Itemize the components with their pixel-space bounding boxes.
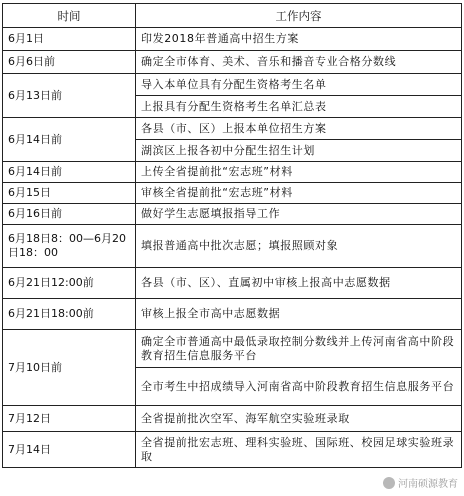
work-cell: 审核全省提前批“宏志班”材料 (136, 183, 462, 204)
work-cell: 上报具有分配生资格考生名单汇总表 (136, 96, 462, 118)
time-cell: 6月14日前 (3, 118, 136, 162)
time-cell: 7月10日前 (3, 330, 136, 406)
time-cell: 6月21日12:00前 (3, 268, 136, 299)
header-row (3, 4, 462, 28)
table-row (3, 162, 462, 183)
header-content: 工作内容 (136, 4, 462, 28)
table-row (3, 268, 462, 299)
work-cell: 全市考生中招成绩导入河南省高中阶段教育招生信息服务平台 (136, 368, 462, 406)
table-row (3, 74, 462, 96)
time-cell: 6月21日18:00前 (3, 299, 136, 330)
work-cell: 确定全市普通高中最低录取控制分数线并上传河南省高中阶段教育招生信息服务平台 (136, 330, 462, 368)
table-row (3, 225, 462, 268)
work-cell: 填报普通高中批次志愿；填报照顾对象 (136, 225, 462, 268)
watermark-text: 河南硕源教育 (398, 479, 458, 490)
table-row (3, 432, 462, 468)
work-cell: 做好学生志愿填报指导工作 (136, 204, 462, 225)
wechat-logo-icon (383, 477, 395, 489)
time-cell: 7月14日 (3, 432, 136, 468)
time-cell: 6月13日前 (3, 74, 136, 118)
time-cell: 6月16日前 (3, 204, 136, 225)
work-cell: 审核上报全市高中志愿数据 (136, 299, 462, 330)
table-row (3, 51, 462, 74)
work-cell: 导入本单位具有分配生资格考生名单 (136, 74, 462, 96)
header-time: 时间 (3, 4, 136, 28)
time-cell: 6月1日 (3, 28, 136, 51)
time-cell: 6月18日8：00—6月20日18：00 (3, 225, 136, 268)
table-row (3, 330, 462, 368)
time-cell: 6月6日前 (3, 51, 136, 74)
work-cell: 上传全省提前批“宏志班”材料 (136, 162, 462, 183)
table-row (3, 118, 462, 140)
work-cell: 全省提前批次空军、海军航空实验班录取 (136, 406, 462, 432)
table-row (3, 406, 462, 432)
work-cell: 确定全市体育、美术、音乐和播音专业合格分数线 (136, 51, 462, 74)
table-row (3, 28, 462, 51)
work-cell: 各县（市、区）、直属初中审核上报高中志愿数据 (136, 268, 462, 299)
watermark (383, 475, 458, 490)
table-row (3, 299, 462, 330)
work-cell: 各县（市、区）上报本单位招生方案 (136, 118, 462, 140)
work-cell: 印发2018年普通高中招生方案 (136, 28, 462, 51)
time-cell: 6月14日前 (3, 162, 136, 183)
table-row (3, 204, 462, 225)
work-cell: 全省提前批宏志班、理科实验班、国际班、校园足球实验班录取 (136, 432, 462, 468)
time-cell: 6月15日 (3, 183, 136, 204)
work-cell: 湖滨区上报各初中分配生招生计划 (136, 140, 462, 162)
table-row (3, 183, 462, 204)
schedule-table (2, 3, 462, 468)
time-cell: 7月12日 (3, 406, 136, 432)
